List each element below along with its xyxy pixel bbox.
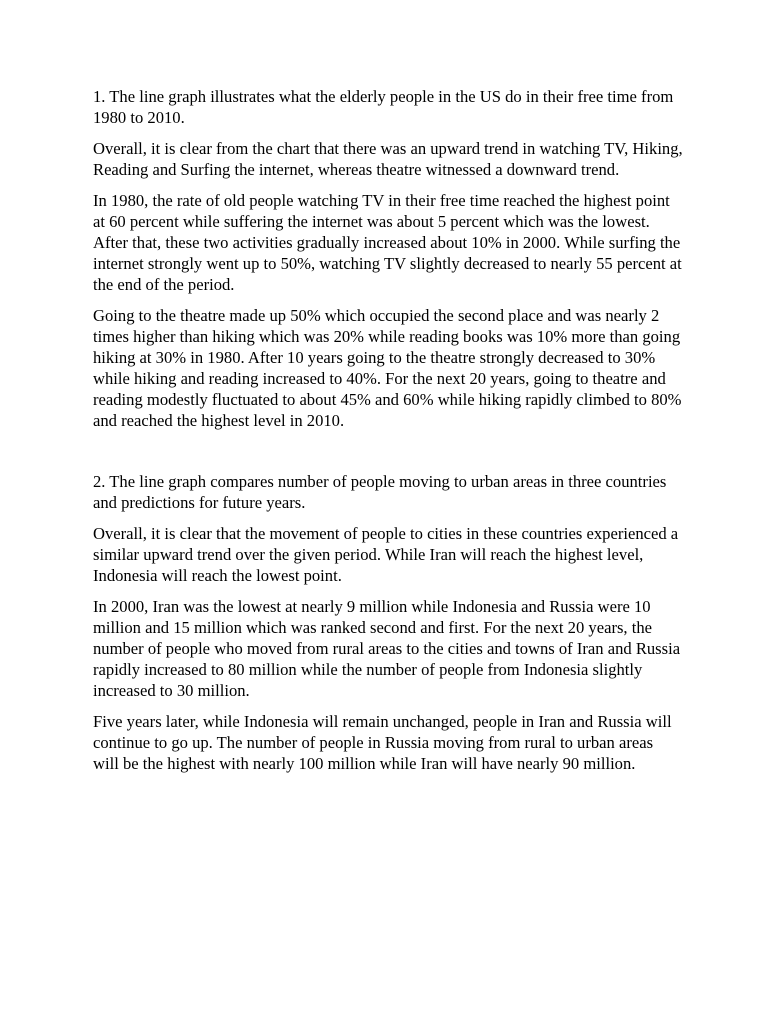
paragraph-1-body-1: In 1980, the rate of old people watching TV in their free time reached the highest point at 60 percent while suffering the internet was about 5 percent which was the lowest. After that, these two activities gradually increased about 10% in 2000. While surfing the internet strongly went up to 50%, watching TV slightly decreased to nearly 55 percent at the end of the period. xyxy=(93,191,682,294)
paragraph-2-body-1: In 2000, Iran was the lowest at nearly 9 million while Indonesia and Russia were 10 million and 15 million which was ranked second and first. For the next 20 years, the number of people who moved from rural areas to the cities and towns of Iran and Russia rapidly increased to 80 million while the number of people from Indonesia slightly increased to 30 million. xyxy=(93,597,681,700)
paragraph-1-body-2: Going to the theatre made up 50% which occupied the second place and was nearly 2 times higher than hiking which was 20% while reading books was 10% more than going hiking at 30% in 1980. After 10 years going to the theatre strongly decreased to 30% while hiking and reading increased to 40%. For the next 20 years, going to theatre and reading modestly fluctuated to about 45% and 60% while hiking rapidly climbed to 80% and reached the highest level in 2010. xyxy=(93,306,682,430)
paragraph-1-overview: Overall, it is clear from the chart that there was an upward trend in watching TV, Hiking, Reading and Surfing the internet, whereas theatre witnessed a downward trend. xyxy=(93,139,683,179)
essay-section-1 xyxy=(93,86,683,431)
paragraph-2-body-2: Five years later, while Indonesia will remain unchanged, people in Iran and Russia will continue to go up. The number of people in Russia moving from rural to urban areas will be the highest with nearly 100 million while Iran will have nearly 90 million. xyxy=(93,712,672,773)
paragraph-2-overview: Overall, it is clear that the movement of people to cities in these countries experienced a similar upward trend over the given period. While Iran will reach the highest level, Indonesia will reach the lowest point. xyxy=(93,524,679,585)
paragraph-1-intro: 1. The line graph illustrates what the elderly people in the US do in their free time from 1980 to 2010. xyxy=(93,87,674,127)
document-page xyxy=(93,86,683,784)
paragraph-2-intro: 2. The line graph compares number of people moving to urban areas in three countries and predictions for future years. xyxy=(93,472,667,512)
section-spacer xyxy=(93,441,683,471)
essay-section-2 xyxy=(93,471,683,774)
